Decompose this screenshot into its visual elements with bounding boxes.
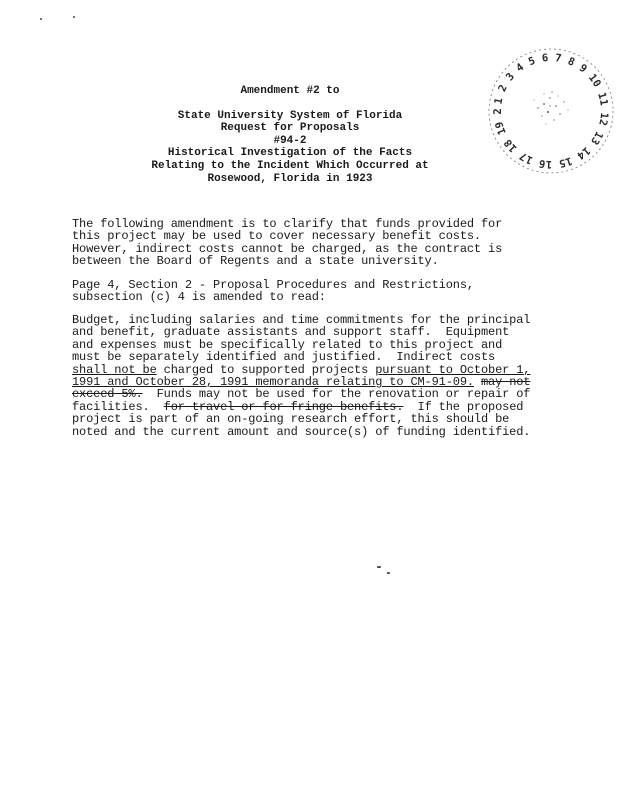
budget-text: If the proposed	[403, 399, 524, 414]
header-line-number: #94-2	[273, 134, 307, 147]
budget-text: facilities.	[72, 399, 164, 414]
paragraph1-line: this project may be used to cover necessary benefit costs.	[72, 229, 481, 244]
scan-speck	[40, 18, 42, 20]
inserted-text: shall not be	[72, 362, 157, 377]
header-line-incident: Relating to the Incident Which Occurred at	[151, 159, 429, 172]
budget-text: charged to supported projects	[156, 362, 376, 377]
budget-text: Funds may not be used for the renovation or repair of	[142, 387, 531, 402]
budget-line: Budget, including salaries and time commitments for the principal	[72, 313, 531, 327]
deleted-text: may not	[480, 374, 531, 389]
header-line-rfp: Request for Proposals	[220, 122, 360, 135]
inserted-text: 1991 and October 28, 1991 memoranda relating to CM-91-09.	[72, 374, 474, 389]
header-line-investigation: Historical Investigation of the Facts	[167, 147, 413, 160]
paragraph2-line: subsection (c) 4 is amended to read:	[72, 290, 326, 305]
paragraph-clarification	[72, 218, 562, 268]
paragraph1-line: The following amendment is to clarify that funds provided for	[72, 217, 503, 231]
stamp-graphic	[484, 44, 618, 178]
scan-speck	[73, 16, 75, 18]
stamp-day-numbers: 1 2 3 4 5 6 7 8 9 10 11 12 13 14 15 16 17 18 19 2	[491, 52, 611, 171]
amendment-title: Amendment #2 to	[240, 85, 340, 97]
budget-line: project is part of an on-going research effort, this should be	[72, 412, 510, 427]
budget-line: and benefit, graduate assistants and support staff. Equipment	[72, 325, 510, 340]
document-header	[110, 85, 470, 185]
scan-speck	[377, 566, 381, 568]
paragraph-section-reference	[72, 279, 562, 304]
paragraph1-line: between the Board of Regents and a state university.	[72, 254, 439, 269]
scan-speck	[387, 572, 390, 574]
paragraph-budget	[72, 314, 562, 438]
inserted-text: pursuant to October 1,	[375, 362, 531, 377]
paragraph1-line: However, indirect costs cannot be charged, as the contract is	[72, 241, 503, 256]
header-line-system: State University System of Florida	[177, 109, 403, 122]
deleted-text: for travel or for fringe benefits.	[163, 399, 404, 414]
budget-line: must be separately identified and justified. Indirect costs	[72, 350, 496, 365]
budget-line: noted and the current amount and source(s) of funding identified.	[72, 424, 531, 439]
date-received-stamp	[484, 44, 618, 178]
paragraph2-line: Page 4, Section 2 - Proposal Procedures and Restrictions,	[72, 278, 474, 292]
deleted-text: exceed 5%.	[72, 387, 143, 402]
header-line-location: Rosewood, Florida in 1923	[207, 172, 373, 185]
budget-line: and expenses must be specifically related to this project and	[72, 337, 503, 352]
